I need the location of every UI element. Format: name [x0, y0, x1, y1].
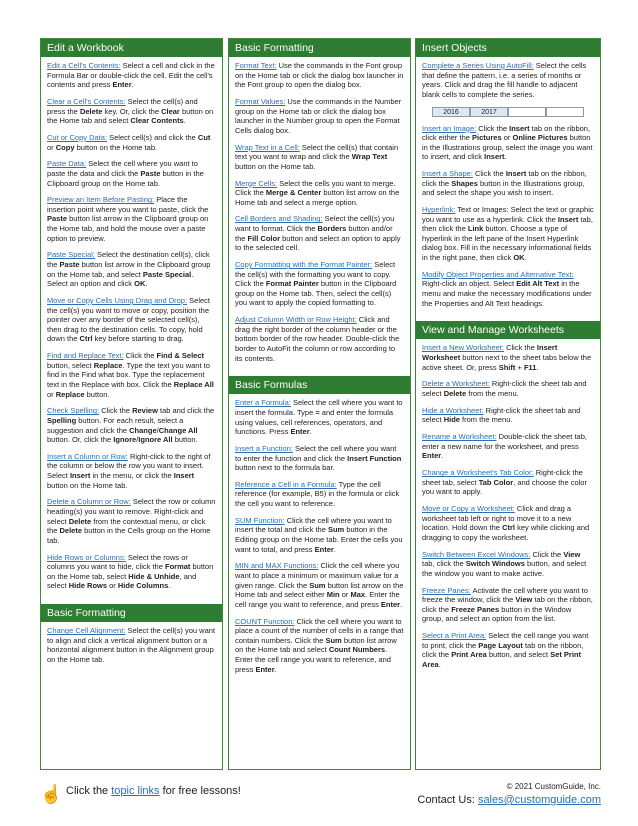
- command-name: Page Layout: [478, 640, 523, 650]
- topic-text: button.: [172, 435, 198, 445]
- command-name: Format: [164, 562, 191, 572]
- topic-text: tab on the ribbon, click the: [422, 169, 587, 188]
- topic-text: Select the cells that define the pattern, i.e. a series of months or years. Click and drag the fill handle to adjacent blank cells to complete the series.: [422, 61, 587, 99]
- command-name: Clear: [161, 106, 180, 116]
- topic-link[interactable]: Delete a Column or Row:: [47, 497, 131, 507]
- topic-text: tab, then click the: [422, 214, 593, 234]
- topic-link[interactable]: Cell Borders and Shading:: [235, 214, 323, 224]
- topic-text: button next to the sheet tabs below the active sheet. Or, press: [422, 353, 592, 372]
- topic-text: button on the Home tab.: [47, 480, 128, 490]
- topic-link[interactable]: Switch Between Excel Windows:: [422, 549, 531, 559]
- command-name: Delete: [68, 516, 92, 526]
- command-name: OK: [513, 253, 525, 263]
- topic-text: . Enter the cell range you want to reference, and press: [235, 645, 391, 674]
- topic-text: from the contextual menu, or click the: [47, 516, 206, 536]
- autofill-cell: [546, 107, 584, 117]
- section-header-view-manage-worksheets: View and Manage Worksheets: [416, 321, 600, 339]
- command-name: Format Painter: [265, 279, 319, 289]
- topic-text: Double-click the sheet tab, enter a new name for the worksheet, and press: [422, 432, 587, 451]
- section-body: [41, 57, 222, 600]
- topic-link[interactable]: Check Spelling:: [47, 406, 100, 416]
- topic-text: Place the insertion point where you want to paste, click the: [47, 195, 209, 214]
- column-1: [40, 38, 223, 770]
- command-name: Hide & Unhide: [128, 571, 180, 581]
- topic-text: button or a horizontal alignment: [47, 635, 208, 655]
- help-topic: [47, 195, 216, 243]
- command-name: Review: [132, 406, 158, 416]
- topic-text: /: [156, 425, 159, 435]
- topic-link[interactable]: Insert an Image:: [422, 123, 477, 133]
- topic-link[interactable]: Wrap Text in a Cell:: [235, 142, 300, 152]
- topic-link[interactable]: Clear a Cell's Contents:: [47, 96, 126, 106]
- command-name: Hide Columns: [117, 581, 169, 591]
- topic-text: .: [441, 451, 444, 461]
- topic-text: key. Or, click the: [102, 106, 162, 116]
- topic-text: Click the cell where you want to insert the total and click the: [235, 515, 392, 535]
- topic-text: Select the cell where you want to paste the data and click the: [47, 159, 198, 178]
- topic-text: . Select an option and click: [47, 269, 194, 289]
- topic-text: Use the commands in the Number group on the Home tab or click the dialog box launcher: [235, 96, 402, 126]
- topic-text: tab and click the: [157, 406, 215, 416]
- command-name: Tab Color: [478, 477, 514, 487]
- section-header-basic-formulas: Basic Formulas: [229, 376, 410, 394]
- topic-text: Click the cell where you want to place a minimum or maximum value for a given range. Click the: [235, 561, 400, 590]
- topic-text: .: [400, 599, 403, 609]
- command-name: Paste Special: [142, 269, 192, 279]
- help-topic: [47, 626, 216, 664]
- topic-link[interactable]: SUM Function:: [235, 515, 285, 525]
- help-topic: [47, 351, 216, 399]
- topic-text: button.: [84, 389, 110, 399]
- contact-email-link[interactable]: sales@customguide.com: [477, 794, 601, 806]
- help-topic: [47, 296, 216, 344]
- topic-text: button. Choose a type of hyperlink in the left pane of the Insert Hyperlink dialog box. Fill in the necessary informational fields in the right pane, then click: [422, 224, 592, 263]
- command-name: Find & Select: [156, 351, 205, 361]
- command-name: Delete: [443, 388, 467, 398]
- command-name: Insert: [509, 123, 530, 133]
- command-name: View: [563, 549, 581, 559]
- command-name: Replace All: [173, 379, 214, 389]
- command-name: Delete: [79, 106, 103, 116]
- help-topic: [235, 444, 404, 473]
- topic-text: button on the Home tab and select: [47, 106, 214, 126]
- help-topic: [47, 452, 216, 490]
- topic-text: or: [47, 389, 56, 399]
- command-name: Insert: [69, 471, 91, 481]
- topic-link[interactable]: Move or Copy a Worksheet:: [422, 504, 515, 514]
- topic-text: Select the rows or columns you want to hide, click the: [47, 552, 188, 572]
- topic-text: Right-click the sheet tab, select: [422, 468, 583, 487]
- topic-text: tab on the ribbon, click either the: [422, 123, 591, 143]
- help-topic: [235, 315, 404, 363]
- topic-text: in the Font group to open the dialog box.: [235, 70, 404, 90]
- topic-text: Select the cell where you want to enter the function and click the: [235, 443, 397, 463]
- help-topic: [422, 379, 594, 398]
- topic-text: button in the Illustrations group, and select the shape you wish to insert.: [422, 178, 585, 198]
- command-name: Enter: [314, 544, 334, 554]
- topic-text: Use the commands in the Font group on the Home tab or click the dialog box launcher: [235, 61, 403, 80]
- help-topic: [235, 61, 404, 90]
- command-name: Insert: [484, 152, 505, 162]
- topic-link[interactable]: COUNT Function:: [235, 616, 295, 626]
- column-3: [415, 38, 601, 770]
- topic-text: Select the cell where you want to insert the formula. Type: [235, 398, 403, 417]
- topic-link[interactable]: Paste Special:: [47, 250, 95, 260]
- topic-text: button list arrow on the Home tab and select: [235, 635, 397, 655]
- topic-text: Right-click the sheet tab and select: [422, 379, 587, 398]
- topic-text: Right-click the sheet tab and select: [422, 405, 581, 425]
- topic-link[interactable]: Select a Print Area:: [422, 631, 487, 641]
- help-topic: [422, 468, 594, 497]
- topic-link[interactable]: Insert a Column or Row:: [47, 451, 128, 461]
- help-topic: [235, 480, 404, 509]
- topic-text: .: [168, 581, 171, 591]
- command-name: Max: [350, 590, 366, 600]
- topic-link[interactable]: Hyperlink:: [422, 205, 456, 215]
- topic-text: .: [274, 664, 277, 674]
- topic-text: button and/or the: [235, 224, 393, 243]
- help-topic: [47, 406, 216, 444]
- topic-link[interactable]: Hide Rows or Columns:: [47, 552, 126, 562]
- topic-link[interactable]: Format Text:: [235, 61, 277, 70]
- command-name: Freeze Panes: [451, 604, 500, 614]
- help-topic: [235, 214, 404, 252]
- command-name: Count Numbers: [328, 645, 386, 655]
- command-name: Change: [129, 425, 157, 435]
- topic-text: key before starting to drag.: [92, 334, 184, 344]
- topic-text: .: [145, 279, 148, 289]
- topic-text: button in the Clipboard group on the Home tab. Then, select the cell(s) you want to apply the copied formatting to.: [235, 279, 397, 308]
- topic-link[interactable]: Complete a Series Using AutoFill:: [422, 61, 534, 70]
- section-body: [41, 622, 222, 674]
- command-name: Ignore All: [138, 435, 173, 445]
- command-name: Paste: [140, 168, 161, 178]
- topic-text: .: [536, 362, 539, 372]
- topic-link[interactable]: Enter a Formula:: [235, 398, 291, 408]
- command-name: Ctrl: [79, 334, 93, 344]
- topic-text: and enter the formula using values, cell references, operators, and functions. Press: [235, 407, 394, 437]
- section-body: [229, 394, 410, 683]
- topic-text: or: [339, 590, 351, 600]
- command-name: Borders: [317, 224, 347, 234]
- column-2: [228, 38, 411, 770]
- topic-text: Select the cell(s) you want to align and click a vertical alignment: [47, 626, 216, 645]
- help-topic: [235, 617, 404, 675]
- help-topic: [47, 133, 216, 152]
- topic-text: from the menu.: [459, 415, 513, 425]
- topic-text: , and choose the color you want to apply.: [422, 477, 587, 497]
- command-name: Insert: [505, 169, 527, 179]
- topic-text: tab on the ribbon, click the: [422, 640, 584, 660]
- command-name: Sum: [325, 635, 342, 645]
- help-topic: [422, 169, 594, 198]
- help-topic: [235, 516, 404, 554]
- topic-link[interactable]: Delete a Worksheet:: [422, 379, 490, 389]
- topic-text: Right-click an object. Select: [422, 279, 517, 289]
- command-name: Ctrl: [502, 523, 515, 533]
- topic-text: button in the Editing group on the Home tab. Enter the cells you want to total, and press: [235, 525, 403, 554]
- help-topic: [47, 250, 216, 288]
- command-name: Change All: [158, 425, 198, 435]
- footer-cta-text: for free lessons!: [159, 785, 241, 797]
- topic-link[interactable]: Reference a Cell in a Formula:: [235, 479, 337, 489]
- topic-text: button on the Home tab.: [74, 142, 158, 152]
- topic-text: .: [183, 116, 186, 126]
- topic-text: Click the: [99, 406, 133, 416]
- topic-text: in the menu and make the necessary modifications under the Properties and Alt Text headings.: [422, 279, 592, 308]
- command-name: Enter: [255, 664, 275, 674]
- topic-text: Text or Images: Select the text or graphic you want to use as a hyperlink. Click the: [422, 205, 594, 224]
- topic-link[interactable]: Paste Data:: [47, 159, 87, 169]
- topic-link[interactable]: Rename a Worksheet:: [422, 432, 497, 442]
- topic-link[interactable]: Move or Copy Cells Using Drag and Drop:: [47, 296, 188, 305]
- topic-text: Select a cell and click in the Formula Bar or double-click the cell. Edit the cell's contents and press: [47, 61, 215, 90]
- command-name: Merge & Center: [265, 188, 322, 198]
- help-topic: [47, 553, 216, 591]
- command-name: F11: [523, 362, 537, 372]
- topic-links-link[interactable]: topic links: [111, 785, 160, 797]
- command-name: Clear Contents: [130, 116, 184, 126]
- topic-text: button, and select: [486, 650, 551, 660]
- topic-text: .: [333, 544, 336, 554]
- command-name: Fill Color: [247, 233, 281, 243]
- topic-text: Activate the cell where you want to freeze the window, click the: [422, 585, 588, 605]
- section-header-basic-formatting: Basic Formatting: [229, 39, 410, 57]
- topic-text: button in the Window group, and select an option from the list.: [422, 604, 572, 624]
- topic-link[interactable]: Copy Formatting with the Format Painter:: [235, 260, 373, 270]
- help-topic: [235, 179, 404, 208]
- help-topic: [47, 497, 216, 545]
- topic-text: Click the: [123, 351, 157, 361]
- section-body: [229, 57, 410, 372]
- topic-text: Click the cell where you want to place a count of the number of cells in a range that contain numbers. Click the: [235, 616, 404, 645]
- topic-text: from the menu.: [466, 388, 519, 398]
- topic-text: button list arrow in the Clipboard group on the Home tab, and select: [47, 260, 211, 279]
- help-topic: [235, 143, 404, 172]
- command-name: Switch Windows: [465, 559, 525, 569]
- help-topic: [422, 586, 594, 624]
- topic-text: or: [501, 133, 513, 143]
- help-topic: [422, 406, 594, 425]
- footer-cta: [66, 784, 241, 798]
- topic-link[interactable]: Hide a Worksheet:: [422, 405, 484, 415]
- command-name: Link: [467, 224, 484, 234]
- topic-text: Click and drag the right border of the column header or the bottom border of the row header. Double-click the border to AutoFit the column or row according to its contents.: [235, 315, 400, 363]
- topic-link[interactable]: Modify Object Properties and Alternative Text:: [422, 269, 574, 279]
- topic-text: .: [504, 152, 507, 162]
- topic-text: .: [524, 253, 527, 263]
- command-name: Shapes: [451, 178, 478, 188]
- topic-text: in the menu, or click the: [90, 471, 174, 481]
- topic-text: Click and drag a worksheet tab left or right to move it to a new location. Hold down the: [422, 504, 572, 533]
- help-topic: [422, 631, 594, 669]
- topic-text: Right-click to the right of the column or below the row you want to insert. Select: [47, 451, 211, 481]
- help-topic: [47, 159, 216, 188]
- topic-text: , and select: [47, 571, 197, 591]
- topic-text: . Enter the cell range you want to reference, and press: [235, 590, 400, 609]
- command-name: Print Area: [451, 650, 487, 660]
- topic-text: button next to the formula bar.: [235, 463, 335, 473]
- autofill-cell: 2017: [470, 107, 508, 117]
- command-name: Paste: [47, 214, 68, 224]
- topic-text: button in the Clipboard group on the Home tab.: [47, 168, 204, 188]
- autofill-cell: [508, 107, 546, 117]
- command-name: Insert: [557, 214, 579, 224]
- topic-text: button and select an option to apply to the selected cell.: [235, 233, 401, 253]
- help-topic: [422, 550, 594, 579]
- command-name: Copy: [55, 142, 75, 152]
- topic-text: button in the Illustrations group, select the image you want to insert, and click: [422, 133, 593, 162]
- topic-link[interactable]: Freeze Panes:: [422, 585, 471, 595]
- topic-text: tab, click the: [422, 559, 466, 569]
- topic-link[interactable]: Edit a Cell's Contents:: [47, 61, 121, 70]
- topic-text: in the Number group to open the Format Cells dialog box.: [235, 116, 400, 135]
- command-name: View: [515, 595, 533, 605]
- topic-text: or: [107, 581, 118, 591]
- command-name: Replace: [93, 360, 123, 370]
- hand-pointer-icon: ☝: [40, 784, 63, 804]
- topic-text: Select the destination cell(s), click the: [47, 250, 210, 270]
- topic-text: Select the row or column heading(s) you want to remove. Right-click and select: [47, 497, 216, 526]
- topic-link[interactable]: Merge Cells:: [235, 178, 278, 188]
- help-topic: [47, 97, 216, 126]
- contact: [417, 794, 601, 806]
- topic-text: tab on the ribbon, click the: [422, 595, 593, 614]
- command-name: Replace: [55, 389, 85, 399]
- command-name: Shift: [498, 362, 516, 372]
- footer: [0, 784, 638, 824]
- help-topic: [235, 398, 404, 436]
- help-topic: [235, 97, 404, 135]
- help-topic: [422, 61, 594, 99]
- topic-text: Click the: [530, 549, 564, 559]
- help-topic: [422, 270, 594, 308]
- topic-text: key while clicking and dragging to copy the worksheet.: [422, 523, 590, 542]
- topic-text: +: [515, 362, 524, 372]
- topic-text: Click the: [503, 343, 537, 353]
- command-name: Enter: [380, 599, 401, 609]
- command-name: Online Pictures: [512, 133, 568, 143]
- topic-text: button, select: [47, 360, 94, 370]
- topic-text: /: [136, 435, 139, 445]
- topic-text: button on the Home tab.: [235, 161, 316, 171]
- help-topic: [422, 504, 594, 542]
- topic-text: Select the cell range you want to print, click the: [422, 631, 589, 650]
- topic-link[interactable]: Cut or Copy Data:: [47, 132, 108, 142]
- topic-text: button in the Cells group on the Home tab.: [47, 526, 211, 545]
- topic-link[interactable]: Format Values:: [235, 96, 286, 106]
- topic-text: button list arrow on the Home tab and select either: [235, 580, 404, 600]
- command-name: Hide: [443, 415, 460, 425]
- topic-link[interactable]: Change a Worksheet's Tab Color:: [422, 468, 534, 478]
- topic-link[interactable]: Find and Replace Text:: [47, 351, 124, 361]
- topic-link[interactable]: Preview an Item Before Pasting:: [47, 195, 155, 205]
- section-header-insert-objects: Insert Objects: [416, 39, 600, 57]
- command-name: Delete: [59, 526, 83, 536]
- topic-text: button, and select the window you want to make active.: [422, 559, 587, 578]
- topic-link[interactable]: Adjust Column Width or Row Height:: [235, 315, 357, 325]
- copyright: © 2021 CustomGuide, Inc.: [506, 782, 601, 791]
- command-name: Set Print Area: [422, 650, 581, 669]
- topic-text: button list arrow on the Home tab and select a merge option.: [235, 188, 400, 207]
- autofill-cell: 2016: [432, 107, 470, 117]
- command-name: Min: [326, 590, 340, 600]
- command-name: Enter: [422, 451, 442, 461]
- topic-text: Select the cells you want to merge. Click the: [235, 178, 396, 198]
- command-name: Wrap Text: [351, 152, 388, 162]
- command-name: Enter: [290, 427, 310, 437]
- help-topic: [235, 561, 404, 609]
- contact-label: Contact Us:: [417, 794, 478, 806]
- command-name: Ignore: [113, 435, 137, 445]
- command-name: Hide Rows: [68, 581, 108, 591]
- topic-link[interactable]: Change Cell Alignment:: [47, 626, 126, 636]
- topic-text: Click the: [476, 123, 510, 133]
- topic-text: button. Or, click the: [47, 435, 114, 445]
- section-header-basic-formatting: Basic Formatting: [41, 604, 222, 622]
- help-topic: [422, 432, 594, 461]
- command-name: =: [315, 407, 320, 417]
- topic-text: Select the cell(s) you want to move or copy, position the pointer over any border of the selected cell(s), then drag to the destination cells. To copy, hold down the: [47, 296, 210, 344]
- section-body: [416, 339, 600, 678]
- footer-cta-text: Click the: [66, 785, 112, 797]
- help-topic: [47, 61, 216, 90]
- topic-text: button on the Home tab, select: [47, 562, 214, 581]
- topic-text: button. For each result, select a suggestion and click the: [47, 415, 184, 435]
- topic-text: Click the: [472, 169, 506, 179]
- command-name: Cut: [197, 132, 211, 142]
- topic-text: Type the cell reference (for example, B5) in the formula or click the cell you want to reference.: [235, 479, 400, 509]
- topic-text: . Type the text you want to find in the Find what box. Type the replacement text in the Replace with box. Click the: [47, 360, 210, 389]
- topic-text: button in the Alignment group on the Home tab.: [47, 645, 214, 664]
- command-name: Edit Alt Text: [516, 279, 560, 289]
- topic-text: or: [47, 142, 56, 152]
- topic-text: Select cell(s) and click the: [107, 132, 198, 142]
- command-name: Pictures: [472, 133, 502, 143]
- command-name: Insert Function: [347, 453, 402, 463]
- command-name: Paste: [59, 260, 80, 270]
- section-header-edit-workbook: Edit a Workbook: [41, 39, 222, 57]
- command-name: Spelling: [47, 415, 77, 425]
- help-topic: [422, 205, 594, 263]
- help-topic: [422, 343, 594, 372]
- help-topic: [235, 260, 404, 308]
- command-name: Sum: [309, 580, 326, 590]
- topic-text: button list arrow in the Clipboard group on the Home tab, and hold the mouse over a paste option to preview.: [47, 214, 209, 243]
- topic-text: .: [309, 427, 312, 437]
- topic-text: Select the cell(s) and press the: [47, 96, 198, 116]
- command-name: Insert: [173, 471, 195, 481]
- autofill-illustration: [432, 107, 584, 117]
- topic-link[interactable]: Insert a New Worksheet:: [422, 343, 504, 353]
- command-name: OK: [134, 279, 146, 289]
- help-topic: [422, 124, 594, 162]
- command-name: Sum: [327, 525, 345, 535]
- topic-text: Select the cell(s) with the formatting you want to copy. Click the: [235, 260, 396, 289]
- topic-link[interactable]: MIN and MAX Functions:: [235, 561, 319, 571]
- topic-text: Select the cell(s) you want to format. Click the: [235, 214, 395, 234]
- topic-text: .: [438, 659, 441, 669]
- topic-text: Select the cell(s) that contain text you want to wrap and click the: [235, 142, 399, 162]
- topic-text: .: [131, 80, 134, 90]
- command-name: Enter: [112, 80, 132, 90]
- topic-link[interactable]: Insert a Shape:: [422, 169, 473, 179]
- command-name: Insert Worksheet: [422, 343, 558, 362]
- section-body: [416, 57, 600, 317]
- topic-link[interactable]: Insert a Function:: [235, 443, 293, 453]
